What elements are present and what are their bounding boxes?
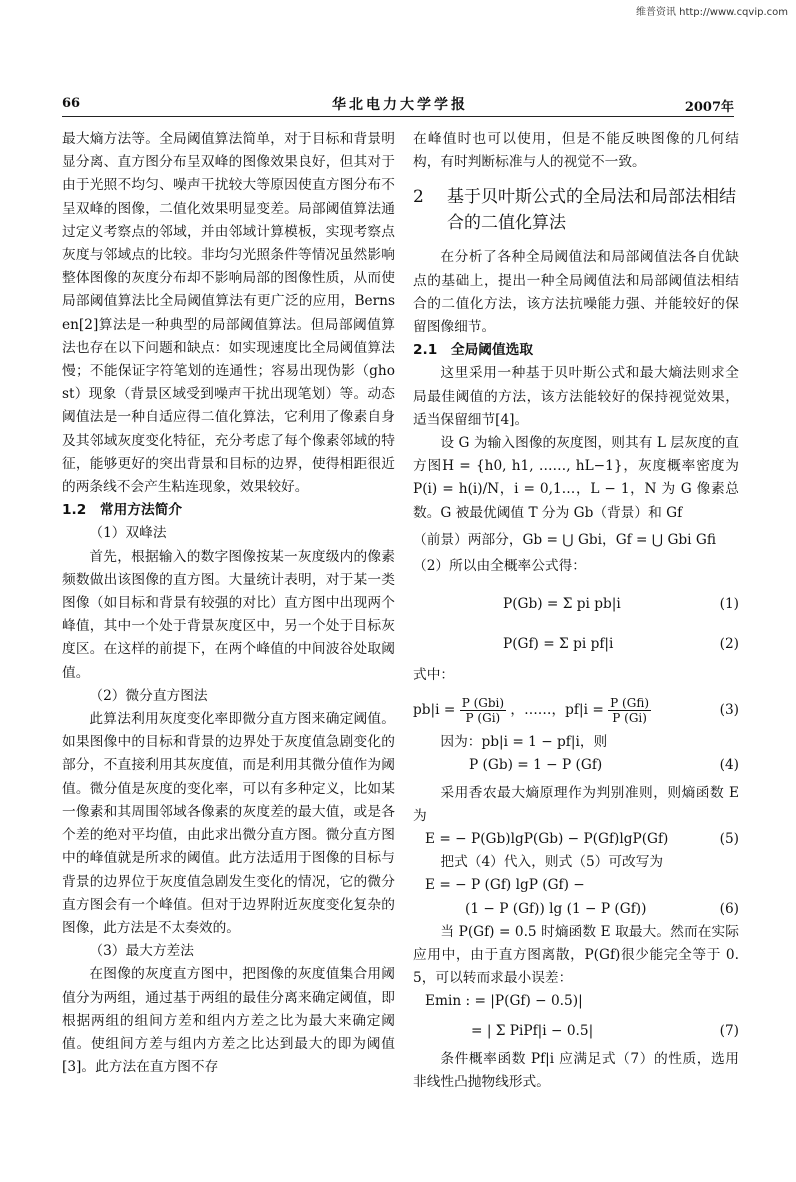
paragraph: 在峰值时也可以使用，但是不能反映图像的几何结构，有时判断标准与人的视觉不一致。 bbox=[413, 131, 739, 171]
equation-body: P(Gf) = Σ pi pf|i bbox=[503, 636, 614, 653]
paragraph: 首先，根据输入的数字图像按某一灰度级内的像素频数做出该图像的直方图。大量统计表明，对于某一类图像（如目标和背景有较强的对比）直方图中出现两个峰值，其中一个处于背景灰度区中，另一个处于目标灰度区。在这样的前提下，在两个峰值的中间波谷处取阈值。 bbox=[62, 548, 395, 681]
equation-1 bbox=[413, 584, 739, 624]
fraction bbox=[608, 696, 651, 725]
equation-2 bbox=[413, 624, 739, 664]
section-heading-2-1: 2.1 全局阈值选取 bbox=[413, 342, 534, 359]
paragraph: 当 P(Gf) = 0.5 时熵函数 E 取最大。然而在实际应用中，由于直方图离散，P(Gf)很少能完全等于 0.5，可以转而求最小误差： bbox=[413, 923, 739, 987]
journal-title: 华北电力大学学报 bbox=[332, 97, 468, 113]
paragraph: 采用香农最大熵原理作为判别准则，则熵函数 E 为 bbox=[413, 784, 739, 824]
running-header bbox=[62, 96, 734, 117]
equation-number: (1) bbox=[719, 596, 739, 613]
method-title: （1）双峰法 bbox=[89, 525, 167, 542]
section-number: 2 bbox=[413, 187, 424, 208]
watermark: 维普资讯 http://www.cqvip.com bbox=[635, 7, 788, 18]
equation-number: (3) bbox=[719, 702, 739, 719]
equation-number: (6) bbox=[719, 900, 739, 917]
paragraph: 设 G 为输入图像的灰度图，则其有 L 层灰度的直方图H = {h0, h1, ……, hL−1}，灰度概率密度为 P(i) = h(i)/N，i = 0,1…，L − 1，N 为 G 像素总数。G 被最优阈值 T 分为 Gb（背景）和 Gf bbox=[413, 435, 739, 521]
paragraph: （2）所以由全概率公式得： bbox=[413, 557, 586, 574]
equation-body: = | Σ PiPf|i − 0.5| bbox=[471, 1022, 594, 1039]
right-column bbox=[413, 128, 739, 1094]
issue-year: 2007年 bbox=[684, 100, 734, 115]
paragraph: （前景）两部分，Gb = ⋃ Gbi，Gf = ⋃ Gbi Gfi bbox=[413, 531, 716, 548]
paragraph: 此算法利用灰度变化率即微分直方图来确定阈值。如果图像中的目标和背景的边界处于灰度值急剧变化的部分，不直接利用其灰度值，而是利用其微分值作为阈值。微分值是灰度的变化率，可以有多种定义，比如某一像素和其周围邻域各像素的灰度差的最大值，或是各个差的绝对平均值，由此求出微分直方图。微分直方图中的峰值就是所求的阈值。此方法适用于图像的目标与背景的边界位于灰度值急剧发生变化的情况，它的微分直方图会有一个峰值。但对于边界附近灰度变化复杂的图像，此方法是不太奏效的。 bbox=[62, 711, 395, 936]
left-column bbox=[62, 128, 395, 1079]
numerator: P (Gfi) bbox=[610, 696, 650, 711]
numerator: P (Gbi) bbox=[461, 696, 505, 711]
equation-6a bbox=[413, 874, 739, 897]
equation-part: ，……，pf|i = bbox=[510, 702, 604, 719]
equation-5 bbox=[413, 828, 739, 851]
equation-body: E = − P(Gb)lgP(Gb) − P(Gf)lgP(Gf) bbox=[425, 831, 669, 848]
paragraph: 在分析了各种全局阈值法和局部阈值法各自优缺点的基础上，提出一种全局阈值法和局部阈值法相结合的二值化方法，该方法抗噪能力强、并能较好的保留图像细节。 bbox=[413, 249, 739, 336]
equation-body: P(Gb) = Σ pi pb|i bbox=[503, 596, 621, 613]
section-heading-1-2: 1.2 常用方法简介 bbox=[62, 502, 183, 519]
equation-part: pb|i = bbox=[413, 702, 456, 719]
paragraph: 因为：pb|i = 1 − pf|i，则 bbox=[440, 734, 608, 751]
paragraph: 条件概率函数 Pf|i 应满足式（7）的性质，选用非线性凸抛物线形式。 bbox=[413, 1050, 739, 1090]
method-title: （2）微分直方图法 bbox=[89, 687, 208, 704]
equation-body: P (Gb) = 1 − P (Gf) bbox=[469, 757, 603, 774]
page-number: 66 bbox=[62, 96, 81, 111]
paragraph: 把式（4）代入，则式（5）可改写为 bbox=[440, 854, 664, 871]
equation-4 bbox=[413, 754, 739, 777]
equation-number: (5) bbox=[719, 831, 739, 848]
equation-number: (2) bbox=[719, 636, 739, 653]
method-title: （3）最大方差法 bbox=[89, 943, 194, 960]
paragraph: 在图像的灰度直方图中，把图像的灰度值集合用阈值分为两组，通过基于两组的最佳分离来确定阈值，即根据两组的组间方差和组内方差之比为最大来确定阈值。使组间方差与组内方差之比达到最大的即为阈值[3]。此方法在直方图不存 bbox=[62, 966, 395, 1076]
equation-6b bbox=[413, 898, 739, 921]
equation-body: Emin : = |P(Gf) − 0.5)| bbox=[425, 993, 583, 1010]
equation-7a bbox=[413, 990, 739, 1013]
equation-3 bbox=[413, 693, 739, 727]
section-title: 基于贝叶斯公式的全局法和局部法相结合的二值化算法 bbox=[447, 187, 736, 234]
equation-body: E = − P (Gf) lgP (Gf) − bbox=[425, 877, 585, 894]
equation-number: (4) bbox=[719, 757, 739, 774]
equation-body: (1 − P (Gf)) lg (1 − P (Gf)) bbox=[465, 900, 647, 917]
denominator: P (Gi) bbox=[465, 711, 501, 726]
equation-number: (7) bbox=[719, 1022, 739, 1039]
where-label: 式中： bbox=[413, 667, 455, 684]
section-heading-2 bbox=[413, 184, 739, 236]
paragraph: 最大熵方法等。全局阈值算法简单，对于目标和背景明显分离、直方图分布呈双峰的图像效果良好，但其对于由于光照不均匀、噪声干扰较大等原因使直方图分布不呈双峰的图像，二值化效果明显变差。局部阈值算法通过定义考察点的邻域，并由邻域计算模板，实现考察点灰度与邻域点的比较。非均匀光照条件等情况虽然影响整体图像的灰度分布却不影响局部的图像性质，从而使局部阈值算法比全局阈值算法有更广泛的应用，Bernsen[2]算法是一种典型的局部阈值算法。但局部阈值算法也存在以下问题和缺点：如实现速度比全局阈值算法慢；不能保证字符笔划的连通性；容易出现伪影（ghost）现象（背景区域受到噪声干扰出现笔划）等。动态阈值法是一种自适应得二值化算法，它利用了像素自身及其邻域灰度变化特征，充分考虑了每个像素邻域的特征，能够更好的突出背景和目标的边界，使得相距很近的两条线不会产生粘连现象，效果较好。 bbox=[62, 131, 395, 496]
paragraph: 这里采用一种基于贝叶斯公式和最大熵法则求全局最佳阈值的方法，该方法能较好的保持视觉效果，适当保留细节[4]。 bbox=[413, 365, 739, 428]
fraction bbox=[460, 696, 506, 725]
denominator: P (Gi) bbox=[612, 711, 647, 726]
equation-7b bbox=[413, 1014, 739, 1048]
